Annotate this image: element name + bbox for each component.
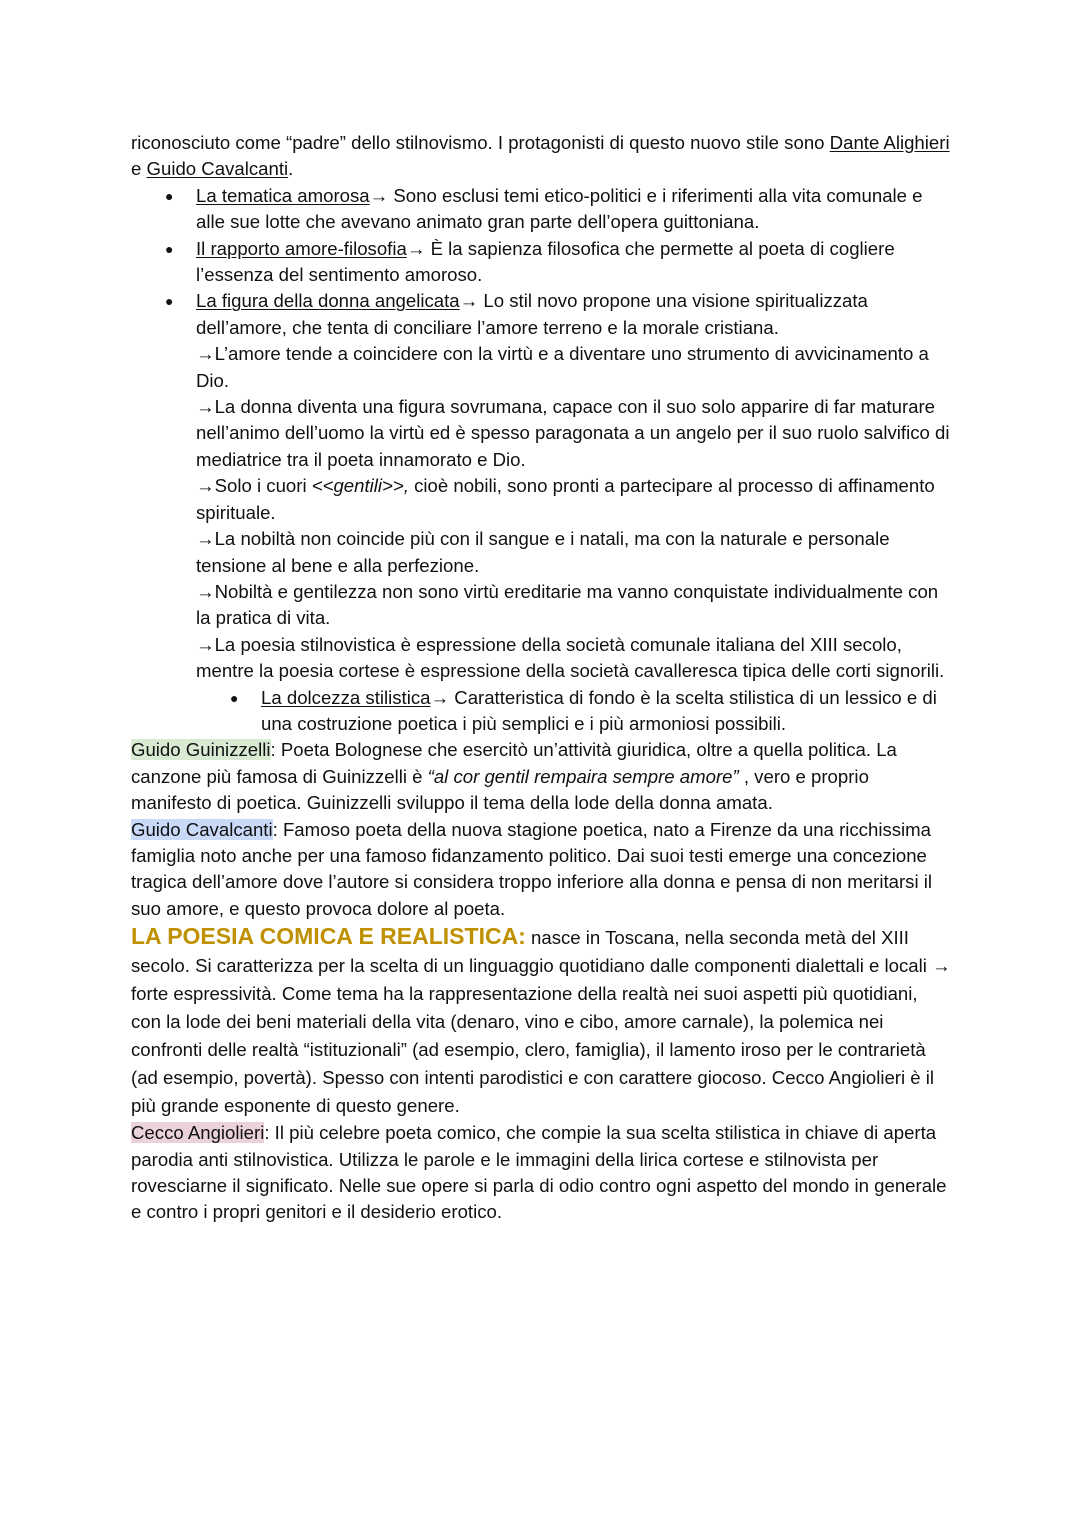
list-item: ● Il rapporto amore-filosofia→ È la sapienza filosofica che permette al poeta di cogliere l’essenza del sentimento amoroso. bbox=[165, 237, 895, 286]
sub-point: →La nobiltà non coincide più con il sangue e i natali, ma con la naturale e personale tensione al bene e alla perfezione. bbox=[196, 528, 890, 576]
list-item: ● La tematica amorosa→ Sono esclusi temi etico-politici e i riferimenti alla vita comunale e alle sue lotte che avevano animato gran parte dell’opera guittoniana. bbox=[165, 184, 923, 233]
canzone-title: “al cor gentil rempaira sempre amore” bbox=[427, 765, 739, 787]
angiolieri-paragraph: Cecco Angiolieri: Il più celebre poeta comico, che compie la sua scelta stilistica in chiave di aperta parodia anti stilnovistica. Utilizza le parole e le immagini della lirica cortese e stilnovista per rovesciarne il significato. Nelle sue opere si parla di odio contro ogni aspetto del mondo in generale e contro i propri genitori e il desiderio erotico. bbox=[131, 1122, 947, 1223]
list-item: ● La dolcezza stilistica→ Caratteristica di fondo è la scelta stilistica di un lessico e di una costruzione poetica i più semplici e i più armoniosi possibili. bbox=[230, 686, 937, 734]
sub-point: →Nobiltà e gentilezza non sono virtù ereditarie ma vanno conquistate individualmente con la pratica di vita. bbox=[196, 580, 939, 629]
link-dante-alighieri[interactable]: Dante Alighieri bbox=[829, 132, 950, 153]
highlight-guinizzelli: Guido Guinizzelli bbox=[131, 739, 271, 761]
bullet-icon: ● bbox=[230, 689, 239, 706]
bullet-title: La figura della donna angelicata bbox=[196, 290, 460, 312]
bullet-icon: ● bbox=[165, 240, 174, 257]
highlight-angiolieri: Cecco Angiolieri bbox=[131, 1122, 265, 1144]
link-guido-cavalcanti[interactable]: Guido Cavalcanti bbox=[146, 158, 289, 180]
bullet-title: La dolcezza stilistica bbox=[261, 686, 431, 708]
list-item: ● La figura della donna angelicata→ Lo stil novo propone una visione spiritualizzata dell’amore, che tenta di conciliare l’amore terreno e la morale cristiana. →L’amore tende a coincidere con la virtù e a diventare uno strumento di avvicinamento a Dio. →La donna diventa una figura sovrumana, capace con il suo solo apparire di far maturare nell’animo dell’uomo la virtù ed è spesso paragonata a un angelo per il suo ruolo salvifico di mediatrice tra il poeta innamorato e Dio. →Solo i cuori <<gentili>>, cioè nobili, sono pronti a partecipare al processo di affinamento spirituale. →La nobiltà non coincide più con il sangue e i natali, ma con la naturale e personale tensione al bene e alla perfezione. →Nobiltà e gentilezza non sono virtù ereditarie ma vanno conquistate individualmente con la pratica di vita. →La poesia stilnovistica è espressione della società comunale italiana del XIII secolo, mentre la poesia cortese è espressione della società cavalleresca tipica delle corti signorili. bbox=[131, 288, 951, 684]
sub-point: →La donna diventa una figura sovrumana, capace con il suo solo apparire di far maturare nell’animo dell’uomo la virtù ed è spesso paragonata a un angelo per il suo ruolo salvifico di mediatrice tra il poeta innamorato e Dio. bbox=[196, 396, 950, 470]
cavalcanti-paragraph: Guido Cavalcanti: Famoso poeta della nuova stagione poetica, nato a Firenze da una ricchissima famiglia noto anche per una famoso fidanzamento politico. Dai suoi testi emerge una concezione tragica dell’amore dove l’autore si considera troppo inferiore alla donna e pensa di non meritarsi il suo amore, e questo provoca dolore al poeta. bbox=[131, 818, 933, 919]
bullet-icon: ● bbox=[165, 293, 174, 310]
bullet-title: Il rapporto amore-filosofia bbox=[196, 237, 407, 259]
document-page bbox=[131, 130, 951, 1226]
sub-point: →La poesia stilnovistica è espressione della società comunale italiana del XIII secolo, mentre la poesia cortese è espressione della società cavalleresca tipica delle corti signorili. bbox=[196, 633, 945, 682]
bullet-title: La tematica amorosa bbox=[196, 184, 370, 206]
guinizzelli-paragraph: Guido Guinizzelli: Poeta Bolognese che esercitò un’attività giuridica, oltre a quella politica. La canzone più famosa di Guinizzelli è “al cor gentil rempaira sempre amore” , vero e proprio manifesto di poetica. Guinizzelli sviluppo il tema della lode della donna amata. bbox=[131, 739, 897, 814]
sub-point: →Solo i cuori <<gentili>>, cioè nobili, sono pronti a partecipare al processo di affinamento spirituale. bbox=[196, 475, 935, 523]
section-heading: LA POESIA COMICA E REALISTICA: bbox=[131, 923, 526, 950]
intro-paragraph: riconosciuto come “padre” dello stilnovismo. I protagonisti di questo nuovo stile sono Dante Alighieri e Guido Cavalcanti. bbox=[131, 132, 950, 180]
highlight-cavalcanti: Guido Cavalcanti bbox=[131, 818, 273, 840]
bullet-list bbox=[131, 183, 951, 738]
bullet-icon: ● bbox=[165, 187, 174, 204]
comica-paragraph: LA POESIA COMICA E REALISTICA: nasce in Toscana, nella seconda metà del XIII secolo. Si caratterizza per la scelta di un linguaggio quotidiano dalle componenti dialettali e locali → forte espressività. Come tema ha la rappresentazione della realtà nei suoi aspetti più quotidiani, con la lode dei beni materiali della vita (denaro, vino e cibo, amore carnale), la polemica nei confronti delle realtà “istituzionali” (ad esempio, clero, famiglia), il lamento iroso per le contrarietà (ad esempio, povertà). Spesso con intenti parodistici e con carattere giocoso. Cecco Angiolieri è il più grande esponente di questo genere. bbox=[131, 923, 951, 1117]
sub-point: →L’amore tende a coincidere con la virtù e a diventare uno strumento di avvicinamento a Dio. bbox=[196, 343, 929, 391]
